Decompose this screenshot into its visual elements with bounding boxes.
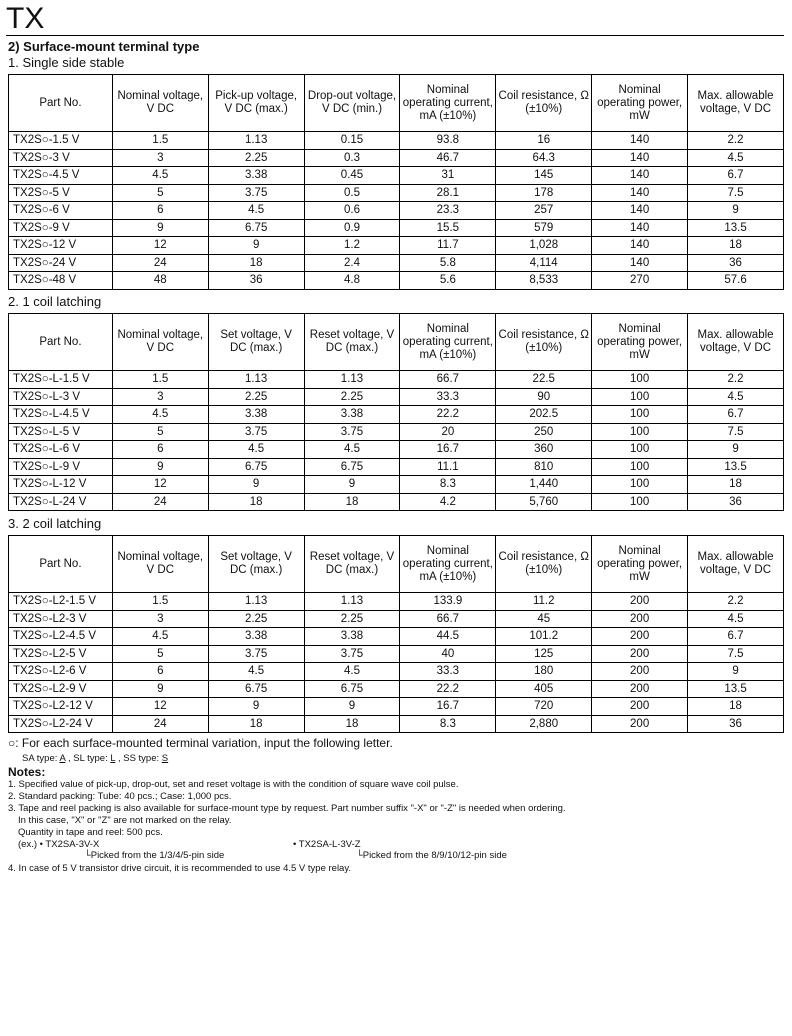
table-cell: 4.2 [400, 493, 496, 511]
table-cell: 11.7 [400, 237, 496, 255]
table-cell: 4.5 [208, 663, 304, 681]
table-cell: 2.2 [688, 371, 784, 389]
note-3: 3. Tape and reel packing is also available for surface-mount type by request. Part number suffix "-X" or "-Z" is needed when ordering. [8, 803, 566, 814]
table-label: 2. 1 coil latching [8, 294, 102, 309]
table-cell: 0.45 [304, 167, 400, 185]
table-row [9, 458, 784, 476]
part-number: TX2S○-L2-24 V [9, 715, 113, 733]
table-row [9, 371, 784, 389]
table-cell: 23.3 [400, 202, 496, 220]
table-cell: 33.3 [400, 663, 496, 681]
table-cell: 20 [400, 423, 496, 441]
table-cell: 13.5 [688, 458, 784, 476]
table-cell: 46.7 [400, 149, 496, 167]
table-cell: 0.9 [304, 219, 400, 237]
table-cell: 5 [112, 645, 208, 663]
part-number: TX2S○-L2-6 V [9, 663, 113, 681]
table-cell: 100 [592, 423, 688, 441]
table-cell: 250 [496, 423, 592, 441]
table-cell: 9 [304, 698, 400, 716]
table-cell: 90 [496, 388, 592, 406]
table-cell: 202.5 [496, 406, 592, 424]
page-title: TX [6, 2, 45, 35]
table-cell: 31 [400, 167, 496, 185]
table-cell: 5 [112, 423, 208, 441]
table-cell: 100 [592, 406, 688, 424]
table-cell: 18 [304, 493, 400, 511]
notes-heading: Notes: [8, 765, 46, 779]
table-cell: 2.25 [208, 610, 304, 628]
table-cell: 6 [112, 202, 208, 220]
table-cell: 3.38 [208, 406, 304, 424]
table-cell: 3.75 [208, 184, 304, 202]
table-cell: 18 [688, 476, 784, 494]
table-label: 1. Single side stable [8, 55, 125, 70]
table-cell: 36 [688, 715, 784, 733]
part-number: TX2S○-6 V [9, 202, 113, 220]
table-cell: 9 [208, 698, 304, 716]
table-cell: 200 [592, 610, 688, 628]
table-cell: 0.15 [304, 132, 400, 150]
table-cell: 140 [592, 202, 688, 220]
section-heading: 2) Surface-mount terminal type [8, 39, 200, 54]
part-number: TX2S○-3 V [9, 149, 113, 167]
table-cell: 1.5 [112, 593, 208, 611]
table-cell: 200 [592, 663, 688, 681]
table-cell: 200 [592, 715, 688, 733]
table-cell: 1.5 [112, 371, 208, 389]
table-cell: 720 [496, 698, 592, 716]
table-cell: 2.25 [208, 388, 304, 406]
table-row [9, 423, 784, 441]
example-2: • TX2SA-L-3V-Z [293, 839, 361, 850]
table-cell: 93.8 [400, 132, 496, 150]
table-row [9, 593, 784, 611]
part-number: TX2S○-L-9 V [9, 458, 113, 476]
sa-letter: A [59, 753, 66, 764]
sa-label: SA type: [22, 753, 60, 764]
footnote-text: ○: For each surface-mounted terminal variation, input the following letter. [8, 736, 393, 750]
column-header: Drop-out voltage, V DC (min.) [304, 75, 400, 132]
table-cell: 1,028 [496, 237, 592, 255]
table-cell: 2.2 [688, 593, 784, 611]
table-row [9, 202, 784, 220]
table-cell: 7.5 [688, 645, 784, 663]
ss-letter: S [161, 753, 169, 764]
table-cell: 6.7 [688, 406, 784, 424]
table-cell: 6.75 [304, 680, 400, 698]
table-cell: 28.1 [400, 184, 496, 202]
header-row [9, 75, 784, 132]
column-header: Pick-up voltage, V DC (max.) [208, 75, 304, 132]
table-cell: 1.13 [208, 132, 304, 150]
table-cell: 101.2 [496, 628, 592, 646]
table-row [9, 406, 784, 424]
column-header: Coil resistance, Ω (±10%) [496, 75, 592, 132]
table-cell: 24 [112, 493, 208, 511]
notes [8, 766, 566, 875]
table-cell: 24 [112, 715, 208, 733]
table-cell: 36 [688, 493, 784, 511]
table-cell: 3.75 [304, 423, 400, 441]
table-cell: 4.5 [112, 167, 208, 185]
table-cell: 200 [592, 680, 688, 698]
header-row [9, 536, 784, 593]
table-cell: 36 [688, 254, 784, 272]
table-cell: 18 [208, 254, 304, 272]
table-cell: 140 [592, 237, 688, 255]
example-2-note: └Picked from the 8/9/10/12-pin side [356, 850, 507, 861]
table-cell: 22.2 [400, 680, 496, 698]
note-3-quantity: Quantity in tape and reel: 500 pcs. [18, 827, 163, 838]
column-header: Set voltage, V DC (max.) [208, 536, 304, 593]
note-3-detail: In this case, "X" or "Z" are not marked on the relay. [18, 815, 232, 826]
table-cell: 22.5 [496, 371, 592, 389]
table-cell: 9 [688, 441, 784, 459]
table-cell: 64.3 [496, 149, 592, 167]
table-label: 3. 2 coil latching [8, 516, 102, 531]
table-cell: 9 [688, 202, 784, 220]
table-cell: 3 [112, 149, 208, 167]
table-cell: 133.9 [400, 593, 496, 611]
table-cell: 57.6 [688, 272, 784, 290]
table-cell: 3.75 [208, 423, 304, 441]
coil-data-table [8, 74, 784, 290]
table-cell: 1,440 [496, 476, 592, 494]
table-cell: 5.6 [400, 272, 496, 290]
table-cell: 18 [688, 698, 784, 716]
table-cell: 5.8 [400, 254, 496, 272]
type-letters [8, 753, 708, 764]
table-cell: 4.5 [208, 441, 304, 459]
table-cell: 3.38 [304, 406, 400, 424]
part-number: TX2S○-L-4.5 V [9, 406, 113, 424]
part-number: TX2S○-L2-4.5 V [9, 628, 113, 646]
table-cell: 6.7 [688, 628, 784, 646]
example-1-note: └Picked from the 1/3/4/5-pin side [84, 850, 225, 861]
table-row [9, 680, 784, 698]
table-row [9, 254, 784, 272]
part-number: TX2S○-9 V [9, 219, 113, 237]
table-cell: 0.6 [304, 202, 400, 220]
part-number: TX2S○-L2-1.5 V [9, 593, 113, 611]
table-cell: 11.1 [400, 458, 496, 476]
table-row [9, 476, 784, 494]
table-cell: 6.75 [208, 680, 304, 698]
table-row [9, 132, 784, 150]
table-cell: 18 [688, 237, 784, 255]
table-cell: 2.2 [688, 132, 784, 150]
column-header: Nominal operating current, mA (±10%) [400, 314, 496, 371]
column-header: Reset voltage, V DC (max.) [304, 536, 400, 593]
table-cell: 140 [592, 167, 688, 185]
part-number: TX2S○-L-3 V [9, 388, 113, 406]
table-cell: 140 [592, 132, 688, 150]
sl-letter: L [110, 753, 116, 764]
part-number: TX2S○-12 V [9, 237, 113, 255]
table-cell: 100 [592, 388, 688, 406]
footnote [8, 736, 708, 764]
table-cell: 200 [592, 593, 688, 611]
column-header: Reset voltage, V DC (max.) [304, 314, 400, 371]
table-row [9, 272, 784, 290]
part-number: TX2S○-L-24 V [9, 493, 113, 511]
note-2: 2. Standard packing: Tube: 40 pcs.; Case: 1,000 pcs. [8, 791, 232, 802]
table-cell: 9 [112, 219, 208, 237]
table-cell: 6.75 [208, 219, 304, 237]
table-row [9, 167, 784, 185]
column-header: Part No. [9, 536, 113, 593]
part-number: TX2S○-4.5 V [9, 167, 113, 185]
table-cell: 100 [592, 441, 688, 459]
table-cell: 2.25 [304, 388, 400, 406]
note-3-examples [8, 839, 566, 863]
table-cell: 2.25 [208, 149, 304, 167]
table-row [9, 441, 784, 459]
column-header: Max. allowable voltage, V DC [688, 75, 784, 132]
table-cell: 145 [496, 167, 592, 185]
column-header: Nominal operating power, mW [592, 75, 688, 132]
table-cell: 200 [592, 698, 688, 716]
column-header: Part No. [9, 75, 113, 132]
table-row [9, 219, 784, 237]
table-cell: 4,114 [496, 254, 592, 272]
table-cell: 7.5 [688, 184, 784, 202]
table-cell: 1.2 [304, 237, 400, 255]
coil-data-table [8, 313, 784, 511]
table-cell: 12 [112, 698, 208, 716]
table-cell: 11.2 [496, 593, 592, 611]
table-cell: 6 [112, 663, 208, 681]
part-number: TX2S○-L2-5 V [9, 645, 113, 663]
table-cell: 6.75 [304, 458, 400, 476]
part-number: TX2S○-48 V [9, 272, 113, 290]
table-row [9, 628, 784, 646]
table-row [9, 645, 784, 663]
table-cell: 140 [592, 149, 688, 167]
part-number: TX2S○-L2-9 V [9, 680, 113, 698]
table-cell: 13.5 [688, 680, 784, 698]
table-row [9, 698, 784, 716]
title-divider [6, 35, 784, 36]
table-cell: 2.25 [304, 610, 400, 628]
table-cell: 40 [400, 645, 496, 663]
table-cell: 200 [592, 628, 688, 646]
table-cell: 3.38 [208, 628, 304, 646]
table-cell: 48 [112, 272, 208, 290]
table-cell: 4.5 [208, 202, 304, 220]
coil-data-table [8, 535, 784, 733]
table-cell: 9 [112, 680, 208, 698]
sl-label: , SL type: [65, 753, 111, 764]
column-header: Coil resistance, Ω (±10%) [496, 314, 592, 371]
table-cell: 1.13 [208, 371, 304, 389]
table-cell: 140 [592, 254, 688, 272]
column-header: Max. allowable voltage, V DC [688, 314, 784, 371]
table-cell: 16.7 [400, 698, 496, 716]
table-cell: 15.5 [400, 219, 496, 237]
column-header: Nominal voltage, V DC [112, 536, 208, 593]
table-cell: 4.5 [112, 628, 208, 646]
table-cell: 5,760 [496, 493, 592, 511]
table-cell: 12 [112, 237, 208, 255]
table-cell: 9 [304, 476, 400, 494]
table-row [9, 149, 784, 167]
table-cell: 5 [112, 184, 208, 202]
table-cell: 4.5 [304, 663, 400, 681]
table-cell: 100 [592, 476, 688, 494]
part-number: TX2S○-L-1.5 V [9, 371, 113, 389]
table-cell: 6 [112, 441, 208, 459]
ss-label: , SS type: [115, 753, 162, 764]
table-cell: 6.75 [208, 458, 304, 476]
table-cell: 16.7 [400, 441, 496, 459]
part-number: TX2S○-5 V [9, 184, 113, 202]
table-cell: 6.7 [688, 167, 784, 185]
table-cell: 140 [592, 184, 688, 202]
table-cell: 2,880 [496, 715, 592, 733]
table-cell: 257 [496, 202, 592, 220]
table-cell: 180 [496, 663, 592, 681]
table-cell: 36 [208, 272, 304, 290]
part-number: TX2S○-L2-12 V [9, 698, 113, 716]
header-row [9, 314, 784, 371]
table-cell: 1.13 [208, 593, 304, 611]
table-cell: 1.13 [304, 593, 400, 611]
table-cell: 12 [112, 476, 208, 494]
table-cell: 4.8 [304, 272, 400, 290]
table-cell: 4.5 [112, 406, 208, 424]
table-cell: 579 [496, 219, 592, 237]
part-number: TX2S○-L2-3 V [9, 610, 113, 628]
table-cell: 9 [112, 458, 208, 476]
table-cell: 9 [688, 663, 784, 681]
table-cell: 9 [208, 237, 304, 255]
part-number: TX2S○-L-6 V [9, 441, 113, 459]
table-row [9, 388, 784, 406]
table-cell: 3 [112, 610, 208, 628]
table-cell: 18 [208, 715, 304, 733]
table-row [9, 663, 784, 681]
table-cell: 1.5 [112, 132, 208, 150]
table-cell: 66.7 [400, 610, 496, 628]
table-cell: 22.2 [400, 406, 496, 424]
table-cell: 140 [592, 219, 688, 237]
table-cell: 125 [496, 645, 592, 663]
table-cell: 200 [592, 645, 688, 663]
column-header: Set voltage, V DC (max.) [208, 314, 304, 371]
table-cell: 33.3 [400, 388, 496, 406]
table-cell: 100 [592, 493, 688, 511]
part-number: TX2S○-L-12 V [9, 476, 113, 494]
table-cell: 178 [496, 184, 592, 202]
example-1: (ex.) • TX2SA-3V-X [18, 839, 100, 850]
table-cell: 405 [496, 680, 592, 698]
table-cell: 2.4 [304, 254, 400, 272]
table-row [9, 237, 784, 255]
table-cell: 0.3 [304, 149, 400, 167]
table-cell: 3.38 [304, 628, 400, 646]
table-cell: 3 [112, 388, 208, 406]
note-4: 4. In case of 5 V transistor drive circuit, it is recommended to use 4.5 V type relay. [8, 863, 352, 874]
column-header: Nominal operating power, mW [592, 314, 688, 371]
table-cell: 270 [592, 272, 688, 290]
table-cell: 8,533 [496, 272, 592, 290]
table-cell: 4.5 [688, 610, 784, 628]
column-header: Nominal operating current, mA (±10%) [400, 75, 496, 132]
table-cell: 9 [208, 476, 304, 494]
column-header: Nominal voltage, V DC [112, 314, 208, 371]
table-cell: 360 [496, 441, 592, 459]
table-cell: 16 [496, 132, 592, 150]
table-cell: 18 [208, 493, 304, 511]
table-cell: 100 [592, 458, 688, 476]
part-number: TX2S○-24 V [9, 254, 113, 272]
table-cell: 8.3 [400, 715, 496, 733]
table-cell: 1.13 [304, 371, 400, 389]
column-header: Nominal voltage, V DC [112, 75, 208, 132]
table-row [9, 610, 784, 628]
column-header: Part No. [9, 314, 113, 371]
column-header: Max. allowable voltage, V DC [688, 536, 784, 593]
table-cell: 4.5 [304, 441, 400, 459]
table-cell: 18 [304, 715, 400, 733]
table-row [9, 184, 784, 202]
table-cell: 45 [496, 610, 592, 628]
table-cell: 3.75 [304, 645, 400, 663]
part-number: TX2S○-L-5 V [9, 423, 113, 441]
part-number: TX2S○-1.5 V [9, 132, 113, 150]
table-cell: 0.5 [304, 184, 400, 202]
table-cell: 7.5 [688, 423, 784, 441]
table-cell: 100 [592, 371, 688, 389]
table-cell: 24 [112, 254, 208, 272]
column-header: Coil resistance, Ω (±10%) [496, 536, 592, 593]
table-cell: 3.38 [208, 167, 304, 185]
table-cell: 4.5 [688, 388, 784, 406]
note-1: 1. Specified value of pick-up, drop-out, set and reset voltage is with the condition of square wave coil pulse. [8, 779, 459, 790]
table-cell: 4.5 [688, 149, 784, 167]
table-row [9, 715, 784, 733]
table-cell: 13.5 [688, 219, 784, 237]
table-cell: 44.5 [400, 628, 496, 646]
table-cell: 66.7 [400, 371, 496, 389]
table-row [9, 493, 784, 511]
table-cell: 3.75 [208, 645, 304, 663]
table-cell: 8.3 [400, 476, 496, 494]
column-header: Nominal operating current, mA (±10%) [400, 536, 496, 593]
column-header: Nominal operating power, mW [592, 536, 688, 593]
table-cell: 810 [496, 458, 592, 476]
